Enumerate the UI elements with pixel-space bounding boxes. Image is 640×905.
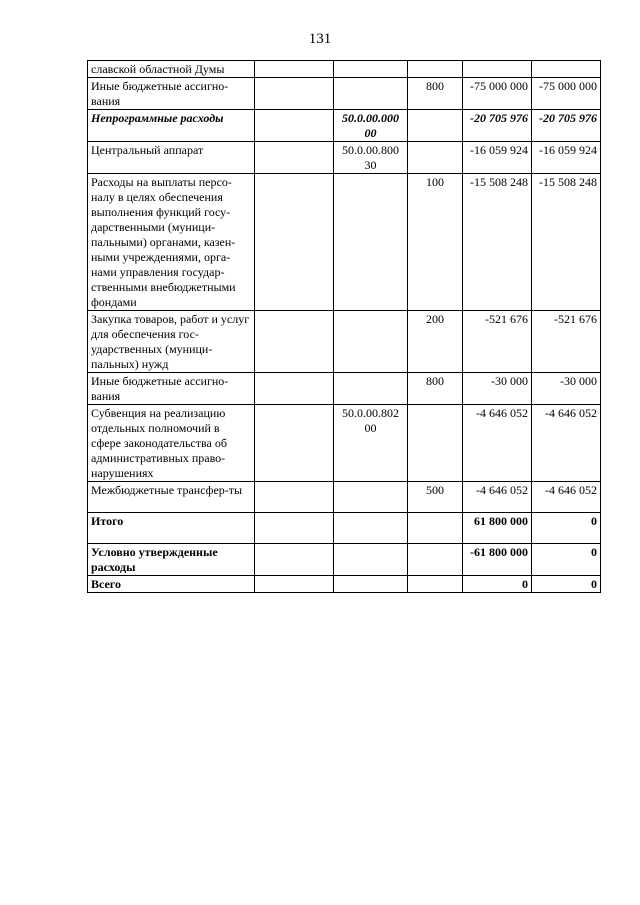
row-value-1: -16 059 924	[463, 142, 532, 174]
row-value-1: -20 705 976	[463, 110, 532, 142]
row-expense-type	[408, 544, 463, 576]
row-code: 50.0.00.802 00	[334, 405, 408, 482]
blank-cell	[255, 174, 334, 311]
row-expense-type	[408, 405, 463, 482]
blank-cell	[255, 142, 334, 174]
blank-cell	[255, 544, 334, 576]
row-value-1: -61 800 000	[463, 544, 532, 576]
row-value-2: 0	[532, 576, 601, 593]
row-expense-type: 800	[408, 78, 463, 110]
row-expense-type: 500	[408, 482, 463, 513]
row-name: Иные бюджетные ассигно-вания	[88, 373, 255, 405]
row-value-2	[532, 61, 601, 78]
row-value-2: -20 705 976	[532, 110, 601, 142]
row-value-2: -30 000	[532, 373, 601, 405]
row-code	[334, 576, 408, 593]
row-name: Субвенция на реализацию отдельных полномочий в сфере законодательства об административных право-нарушениях	[88, 405, 255, 482]
row-code	[334, 311, 408, 373]
blank-cell	[255, 311, 334, 373]
row-name: славской областной Думы	[88, 61, 255, 78]
table-row	[88, 61, 601, 78]
blank-cell	[255, 373, 334, 405]
table-row	[88, 576, 601, 593]
blank-cell	[255, 482, 334, 513]
row-name: Итого	[88, 513, 255, 544]
row-name: Условно утвержденные расходы	[88, 544, 255, 576]
row-value-1: 61 800 000	[463, 513, 532, 544]
row-value-1: -4 646 052	[463, 482, 532, 513]
row-value-2: 0	[532, 544, 601, 576]
row-value-2: -4 646 052	[532, 482, 601, 513]
row-value-2: -16 059 924	[532, 142, 601, 174]
row-code: 50.0.00.800 30	[334, 142, 408, 174]
row-expense-type	[408, 513, 463, 544]
row-value-2: -4 646 052	[532, 405, 601, 482]
row-name: Расходы на выплаты персо-налу в целях обеспечения выполнения функций госу-дарственными (муници-пальными) органами, казен-ными учреждениями, орга-нами управления государ-ственными внебюджетными фондами	[88, 174, 255, 311]
row-value-2: 0	[532, 513, 601, 544]
row-expense-type	[408, 576, 463, 593]
table-row	[88, 174, 601, 311]
row-expense-type	[408, 61, 463, 78]
row-code	[334, 61, 408, 78]
blank-cell	[255, 78, 334, 110]
table-row	[88, 513, 601, 544]
table-row	[88, 311, 601, 373]
row-value-1: -75 000 000	[463, 78, 532, 110]
row-code	[334, 482, 408, 513]
table-row	[88, 544, 601, 576]
row-expense-type	[408, 142, 463, 174]
row-code	[334, 544, 408, 576]
blank-cell	[255, 61, 334, 78]
blank-cell	[255, 576, 334, 593]
row-value-1	[463, 61, 532, 78]
row-code	[334, 373, 408, 405]
table-row	[88, 482, 601, 513]
row-value-1: 0	[463, 576, 532, 593]
table-row	[88, 142, 601, 174]
row-expense-type: 200	[408, 311, 463, 373]
page-number: 131	[308, 31, 332, 47]
blank-cell	[255, 405, 334, 482]
row-expense-type: 800	[408, 373, 463, 405]
blank-cell	[255, 513, 334, 544]
row-code	[334, 513, 408, 544]
row-value-1: -15 508 248	[463, 174, 532, 311]
table-row	[88, 373, 601, 405]
row-value-2: -521 676	[532, 311, 601, 373]
row-code	[334, 174, 408, 311]
row-value-1: -4 646 052	[463, 405, 532, 482]
row-name: Иные бюджетные ассигно-вания	[88, 78, 255, 110]
row-value-2: -75 000 000	[532, 78, 601, 110]
row-value-1: -521 676	[463, 311, 532, 373]
row-expense-type: 100	[408, 174, 463, 311]
row-code	[334, 78, 408, 110]
table-row	[88, 78, 601, 110]
row-name: Межбюджетные трансфер-ты	[88, 482, 255, 513]
blank-cell	[255, 110, 334, 142]
table-row	[88, 405, 601, 482]
budget-table	[87, 60, 601, 593]
row-name: Закупка товаров, работ и услуг для обеспечения гос-ударственных (муници-пальных) нужд	[88, 311, 255, 373]
row-name: Всего	[88, 576, 255, 593]
row-code: 50.0.00.000 00	[334, 110, 408, 142]
row-name: Центральный аппарат	[88, 142, 255, 174]
row-name: Непрограммные расходы	[88, 110, 255, 142]
row-value-1: -30 000	[463, 373, 532, 405]
row-expense-type	[408, 110, 463, 142]
row-value-2: -15 508 248	[532, 174, 601, 311]
table-row	[88, 110, 601, 142]
